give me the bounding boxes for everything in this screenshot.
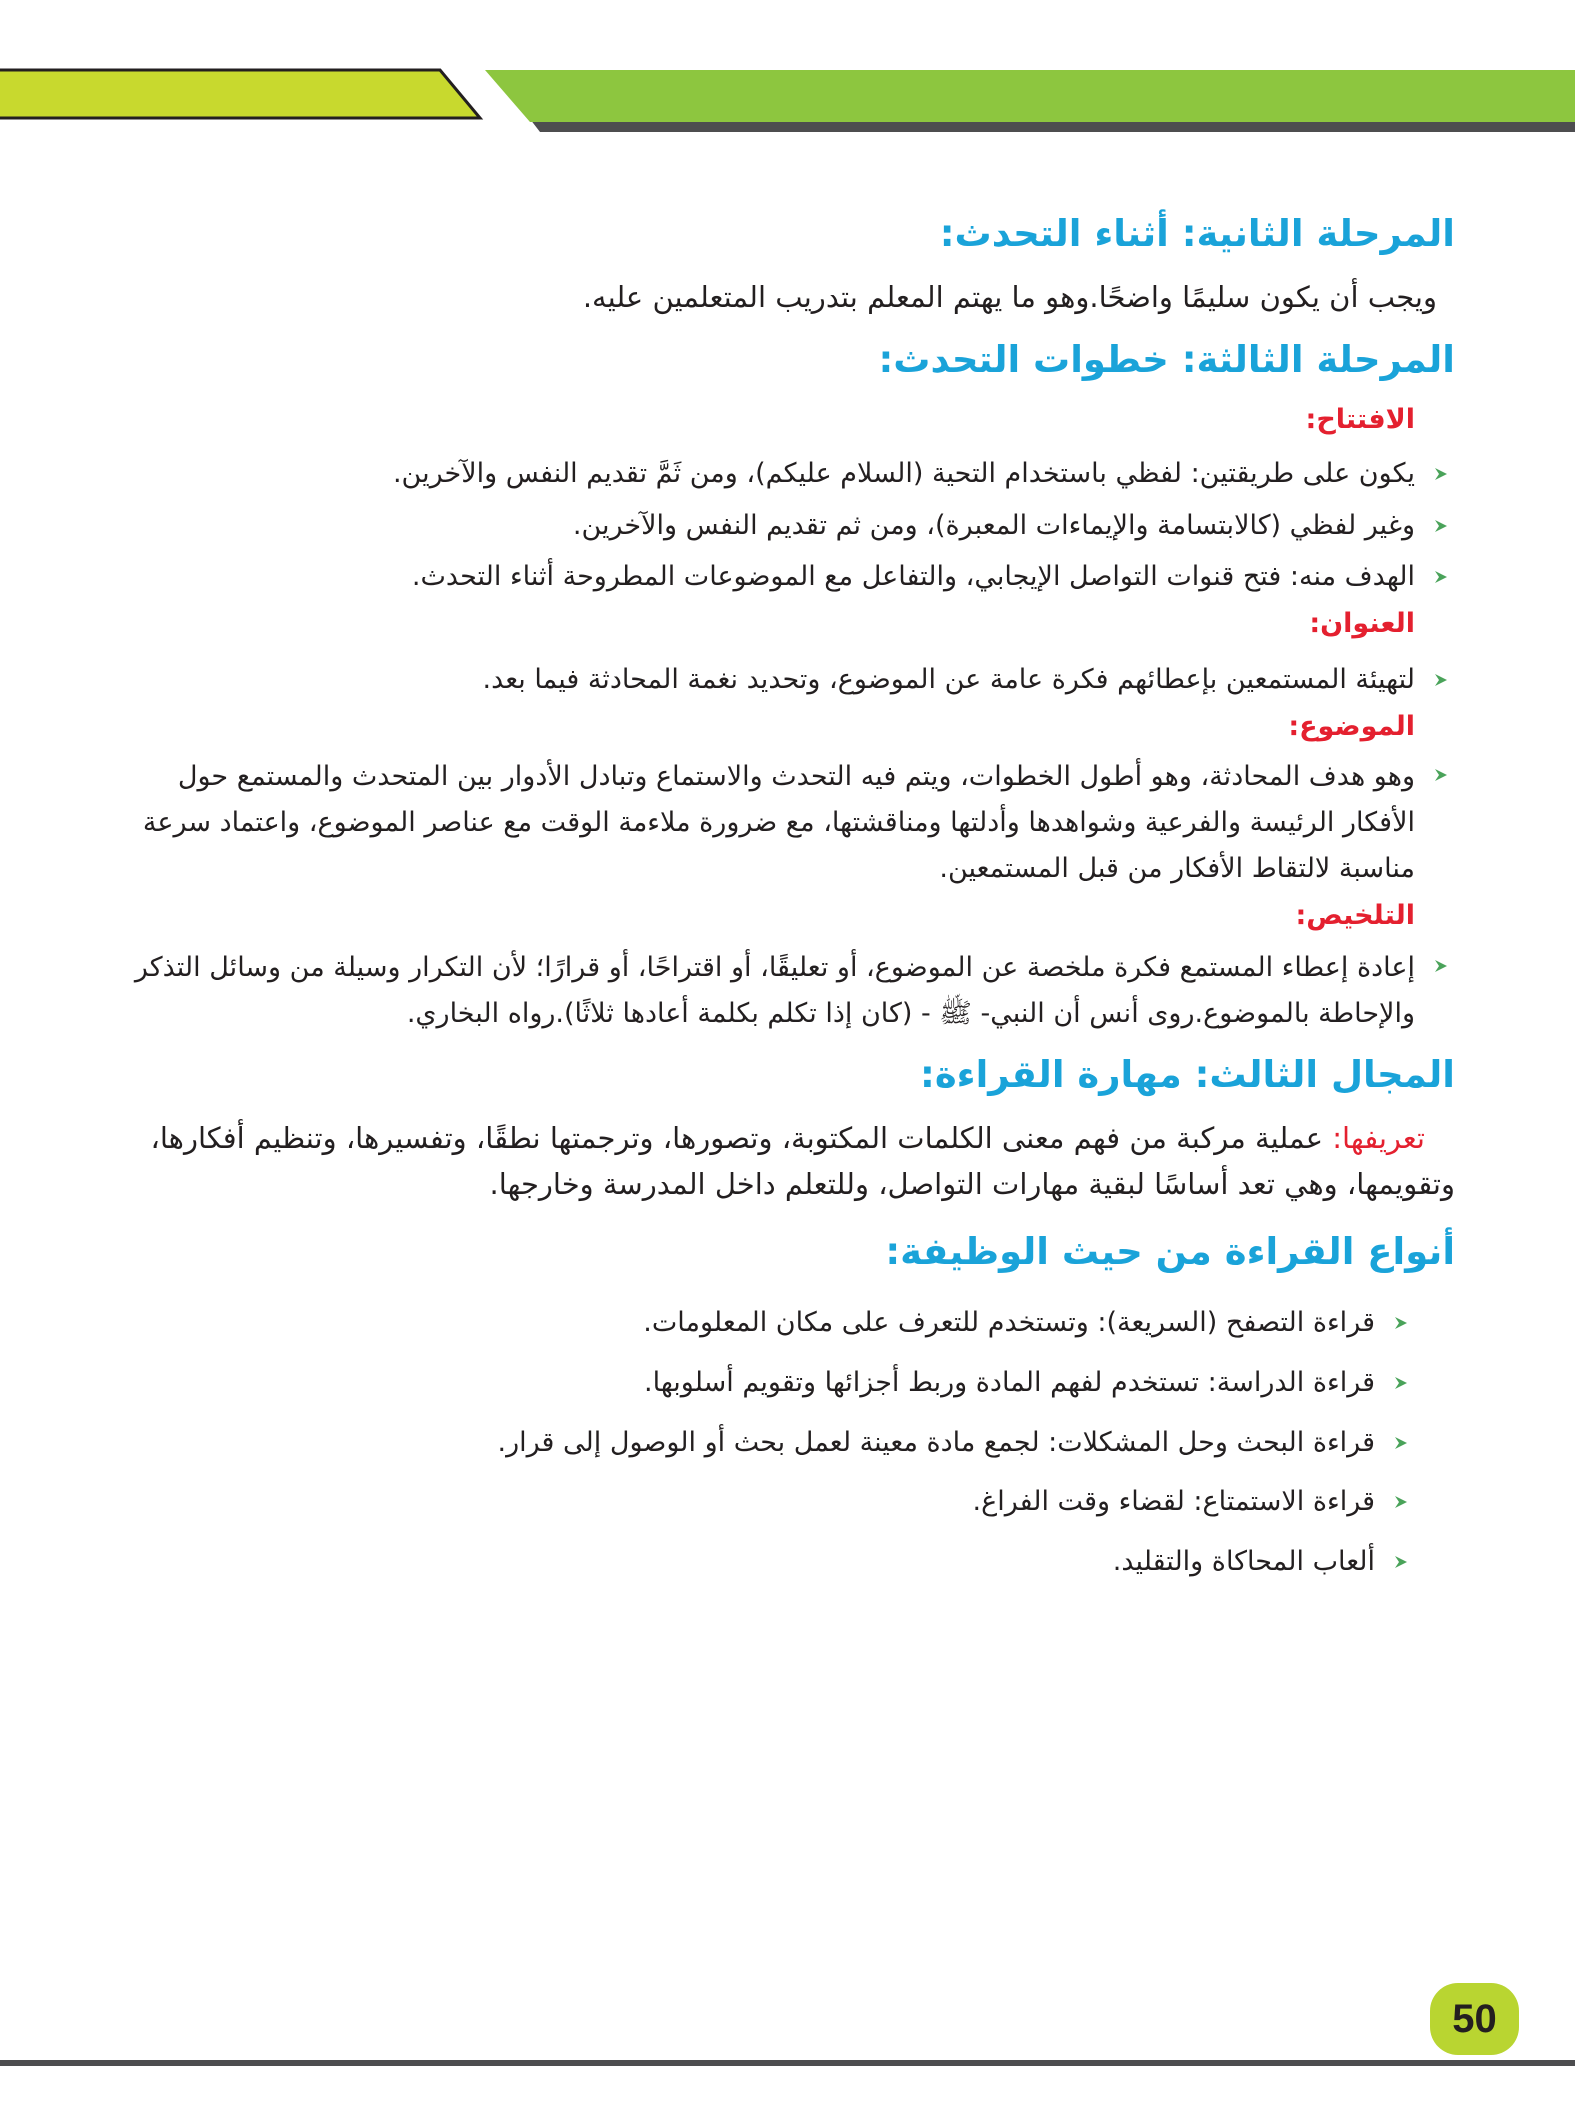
list-item-text: الهدف منه: فتح قنوات التواصل الإيجابي، والتفاعل مع الموضوعات المطروحة أثناء التحدث.	[411, 561, 1415, 593]
bullet-icon	[1435, 468, 1447, 480]
page-content	[110, 200, 1455, 1583]
list-item	[110, 1362, 1415, 1404]
bullet-icon	[1395, 1317, 1407, 1329]
list-item	[110, 1302, 1415, 1344]
header-banner	[0, 0, 1575, 140]
paragraph-reading-definition	[110, 1115, 1455, 1208]
bullet-icon	[1395, 1496, 1407, 1508]
bullet-icon	[1435, 571, 1447, 583]
page-number-badge: 50	[1430, 1983, 1519, 2055]
list-item	[110, 1422, 1415, 1464]
subheading-topic: الموضوع:	[1288, 711, 1415, 743]
section-heading-during-speaking: المرحلة الثانية: أثناء التحدث:	[939, 212, 1455, 255]
list-item	[110, 453, 1455, 495]
section-heading-reading-skill: المجال الثالث: مهارة القراءة:	[920, 1052, 1455, 1096]
list-item-text: إعادة إعطاء المستمع فكرة ملخصة عن الموضوع، أو تعليقًا، أو اقتراحًا، أو قرارًا؛ لأن التكرار وسيلة من وسائل التذكر والإحاطة بالموضوع.روى أنس أن النبي- ﷺ - (كان إذا تكلم بكلمة أعادها ثلاثًا).رواه البخاري.	[134, 952, 1415, 1029]
bullet-icon	[1435, 769, 1447, 781]
opening-list	[110, 453, 1455, 599]
list-item	[110, 1481, 1415, 1523]
subheading-title: العنوان:	[1309, 608, 1415, 640]
topic-list	[110, 754, 1455, 892]
list-item-text: قراءة الدراسة: تستخدم لفهم المادة وربط أجزائها وتقويم أسلوبها.	[644, 1366, 1375, 1398]
list-item	[110, 1541, 1415, 1583]
bullet-icon	[1435, 520, 1447, 532]
banner-lime-bar	[0, 70, 480, 118]
list-item	[110, 505, 1455, 547]
title-list	[110, 659, 1455, 701]
subheading-opening: الافتتاح:	[1305, 403, 1415, 435]
list-item-text: قراءة الاستمتاع: لقضاء وقت الفراغ.	[972, 1486, 1375, 1518]
list-item	[110, 659, 1455, 701]
subheading-summary: التلخيص:	[1295, 900, 1415, 932]
list-item-text: لتهيئة المستمعين بإعطائهم فكرة عامة عن الموضوع، وتحديد نغمة المحادثة فيما بعد.	[482, 664, 1415, 696]
list-item-text: وهو هدف المحادثة، وهو أطول الخطوات، ويتم فيه التحدث والاستماع وتبادل الأدوار بين المتحدث والمستمع حول الأفكار الرئيسة والفرعية وشواهدها وأدلتها ومناقشتها، مع ضرورة ملاءمة الوقت مع عناصر الموضوع، واعتماد سرعة مناسبة لالتقاط الأفكار من قبل المستمعين.	[142, 761, 1415, 885]
bullet-icon	[1435, 674, 1447, 686]
bullet-icon	[1395, 1556, 1407, 1568]
paragraph-during-speaking: ويجب أن يكون سليمًا واضحًا.وهو ما يهتم المعلم بتدريب المتعلمين عليه.	[582, 280, 1437, 315]
bullet-icon	[1435, 960, 1447, 972]
list-item-text: يكون على طريقتين: لفظي باستخدام التحية (السلام عليكم)، ومن ثَمَّ تقديم النفس والآخرين.	[392, 457, 1415, 489]
definition-text: عملية مركبة من فهم معنى الكلمات المكتوبة، وتصورها، وترجمتها نطقًا، وتفسيرها، وتنظيم أفكارها، وتقويمها، وهي تعد أساسًا لبقية مهارات التواصل، وللتعلم داخل المدرسة وخارجها.	[150, 1120, 1455, 1202]
list-item	[110, 556, 1455, 598]
footer-rule	[0, 2060, 1575, 2066]
summary-list	[110, 945, 1455, 1037]
list-item	[110, 754, 1455, 892]
list-item	[110, 945, 1455, 1037]
banner-green-bar	[485, 70, 1575, 122]
list-item-text: ألعاب المحاكاة والتقليد.	[1112, 1546, 1375, 1578]
definition-label: تعريفها:	[1332, 1120, 1425, 1155]
list-item-text: قراءة التصفح (السريعة): وتستخدم للتعرف على مكان المعلومات.	[643, 1306, 1375, 1338]
list-item-text: قراءة البحث وحل المشكلات: لجمع مادة معينة لعمل بحث أو الوصول إلى قرار.	[497, 1426, 1375, 1458]
bullet-icon	[1395, 1437, 1407, 1449]
reading-types-list	[110, 1302, 1415, 1583]
bullet-icon	[1395, 1377, 1407, 1389]
list-item-text: وغير لفظي (كالابتسامة والإيماءات المعبرة)، ومن ثم تقديم النفس والآخرين.	[572, 509, 1415, 541]
section-heading-speaking-steps: المرحلة الثالثة: خطوات التحدث:	[878, 337, 1455, 381]
section-heading-reading-types: أنواع القراءة من حيث الوظيفة:	[885, 1229, 1455, 1273]
